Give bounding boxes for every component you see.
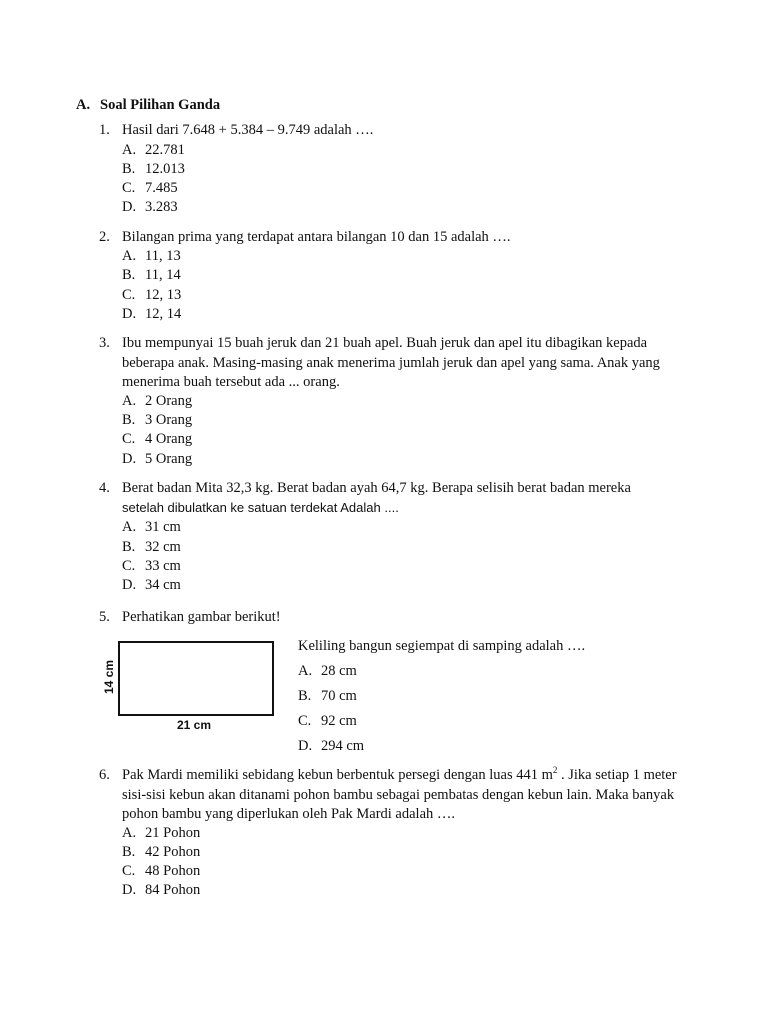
section-letter: A.: [76, 97, 91, 113]
option-text: 21 Pohon: [145, 825, 201, 841]
question-text: [122, 766, 682, 825]
side-question-text: Keliling bangun segiempat di samping adalah ….: [298, 638, 586, 654]
option-text: 4 Orang: [145, 431, 193, 447]
option-letter: B.: [122, 844, 136, 860]
superscript: 2: [552, 765, 558, 776]
question-text-line-1: Berat badan Mita 32,3 kg. Berat badan ayah 64,7 kg. Berapa selisih berat badan mereka: [122, 480, 631, 496]
option-letter: D.: [122, 306, 137, 322]
option-text: 12, 14: [145, 306, 182, 322]
option-text: 2 Orang: [145, 393, 193, 409]
question-text: Bilangan prima yang terdapat antara bilangan 10 dan 15 adalah ….: [122, 229, 511, 245]
option-letter: B.: [122, 161, 136, 177]
option-letter: D.: [298, 738, 313, 754]
question-number: 5.: [99, 609, 110, 625]
option-letter: A.: [122, 248, 137, 264]
option-letter: C.: [298, 713, 312, 729]
option-text: 34 cm: [145, 577, 181, 593]
option-letter: A.: [122, 825, 137, 841]
question-text-part-1: Pak Mardi memiliki sebidang kebun berbentuk persegi dengan luas 441 m: [122, 767, 553, 783]
question-number: 6.: [99, 767, 110, 783]
question-number: 2.: [99, 229, 110, 245]
option-letter: A.: [298, 663, 313, 679]
option-text: 3.283: [145, 199, 178, 215]
section-title: Soal Pilihan Ganda: [100, 97, 221, 113]
height-label: 14 cm: [102, 659, 116, 695]
option-text: 294 cm: [321, 738, 365, 754]
option-text: 11, 13: [145, 248, 181, 264]
option-text: 33 cm: [145, 558, 181, 574]
width-label: 21 cm: [177, 718, 212, 732]
option-text: 42 Pohon: [145, 844, 201, 860]
option-letter: D.: [122, 577, 137, 593]
option-letter: B.: [122, 539, 136, 555]
option-letter: B.: [298, 688, 312, 704]
question-text-part-2: . Jika setiap 1 meter sisi-sisi kebun akan ditanami pohon bambu sebagai pembatas dengan kebun lain. Maka banyak pohon bambu yang diperlukan oleh Pak Mardi adalah ….: [122, 767, 677, 822]
option-letter: D.: [122, 199, 137, 215]
option-letter: A.: [122, 519, 137, 535]
option-text: 70 cm: [321, 688, 357, 704]
option-text: 84 Pohon: [145, 882, 201, 898]
option-text: 3 Orang: [145, 412, 193, 428]
question-number: 4.: [99, 480, 110, 496]
option-letter: D.: [122, 882, 137, 898]
question-number: 3.: [99, 335, 110, 351]
option-text: 5 Orang: [145, 451, 193, 467]
question-text-line-2: setelah dibulatkan ke satuan terdekat Adalah ....: [122, 500, 399, 515]
option-text: 22.781: [145, 142, 185, 158]
option-text: 92 cm: [321, 713, 357, 729]
option-letter: D.: [122, 451, 137, 467]
option-text: 32 cm: [145, 539, 181, 555]
option-text: 12.013: [145, 161, 185, 177]
option-letter: A.: [122, 393, 137, 409]
option-letter: C.: [122, 287, 136, 303]
question-number: 1.: [99, 122, 110, 138]
option-letter: B.: [122, 412, 136, 428]
option-text: 12, 13: [145, 287, 182, 303]
option-letter: B.: [122, 267, 136, 283]
option-letter: C.: [122, 863, 136, 879]
option-letter: C.: [122, 180, 136, 196]
option-letter: C.: [122, 558, 136, 574]
rectangle-shape: [118, 641, 274, 716]
question-text: Hasil dari 7.648 + 5.384 – 9.749 adalah ….: [122, 122, 374, 138]
option-letter: A.: [122, 142, 137, 158]
question-text: Perhatikan gambar berikut!: [122, 609, 281, 625]
option-text: 28 cm: [321, 663, 357, 679]
option-letter: C.: [122, 431, 136, 447]
option-text: 7.485: [145, 180, 178, 196]
option-text: 11, 14: [145, 267, 181, 283]
option-text: 48 Pohon: [145, 863, 201, 879]
question-text: Ibu mempunyai 15 buah jeruk dan 21 buah apel. Buah jeruk dan apel itu dibagikan kepada beberapa anak. Masing-masing anak menerima jumlah jeruk dan apel yang sama. Anak yang menerima buah tersebut ada ... orang.: [122, 335, 660, 390]
option-text: 31 cm: [145, 519, 181, 535]
